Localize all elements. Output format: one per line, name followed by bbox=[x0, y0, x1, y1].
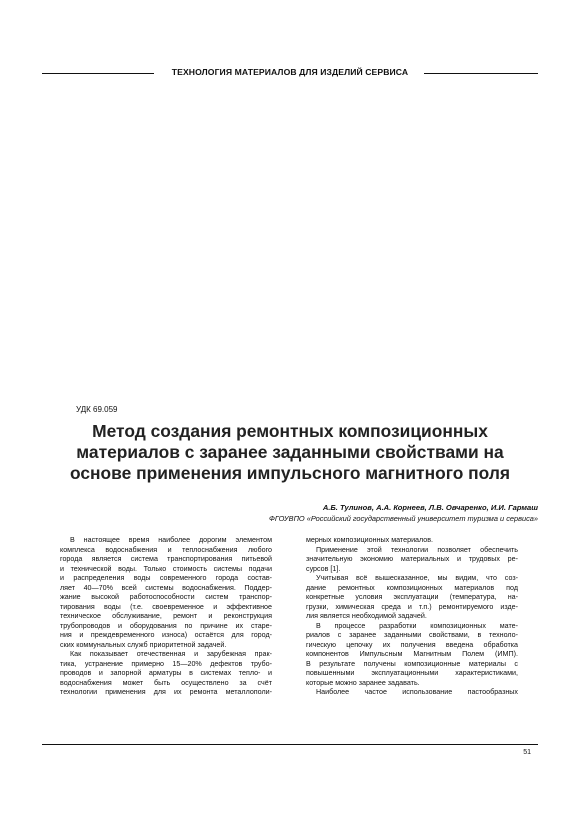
body-column-right bbox=[306, 536, 518, 698]
text-line: технологии применения для их ремонта металлополи- bbox=[60, 688, 272, 696]
text-line: и технической воды. Только стоимость системы подачи bbox=[60, 564, 272, 573]
udk-code: УДК 69.059 bbox=[76, 405, 118, 414]
text-line: тирования воды (т.е. своевременное и эффективное bbox=[60, 602, 272, 611]
text-line: водоснабжения может быть осуществлено за счёт bbox=[60, 678, 272, 687]
text-line: ских коммунальных служб приоритетной задачей. bbox=[60, 640, 227, 649]
text-line: жание высокой работоспособности систем транспор- bbox=[60, 593, 272, 601]
text-line: В настоящее время наиболее дорогим элементом bbox=[70, 536, 272, 544]
text-line: мерных композиционных материалов. bbox=[306, 536, 434, 544]
authors: А.Б. Тулинов, А.А. Корнеев, Л.В. Овчаренко, И.И. Гармаш bbox=[322, 503, 538, 512]
text-line: конкретные условия эксплуатации (температура, на- bbox=[306, 593, 518, 601]
text-line: Учитывая всё вышесказанное, мы видим, что соз- bbox=[316, 574, 518, 582]
article-title bbox=[40, 421, 540, 484]
text-line: риалов с заранее заданными свойствами, в техноло- bbox=[306, 631, 518, 639]
text-line: Наиболее частое использование пастообразных bbox=[316, 688, 518, 696]
text-line: компонентов Импульсным Магнитным Полем (ИМП). bbox=[306, 650, 518, 658]
text-line: ляет 40—70% всей системы водоснабжения. Поддер- bbox=[60, 583, 272, 592]
text-line: и распределения воды современного города состав- bbox=[60, 574, 272, 582]
text-line: дание ремонтных композиционных материалов под bbox=[306, 583, 518, 592]
page-number: 51 bbox=[523, 749, 531, 756]
title-line: материалов с заранее заданными свойствами на bbox=[76, 442, 504, 462]
text-line: тика, устранение примерно 15—20% дефектов трубо- bbox=[60, 659, 272, 668]
body-column-left bbox=[60, 536, 272, 698]
text-line: значительную экономию материальных и трудовых ре- bbox=[306, 555, 518, 563]
footer-rule bbox=[42, 744, 538, 745]
text-line: проводов и запорной арматуры в системах тепло- и bbox=[60, 669, 272, 677]
text-line: которые можно заранее задавать. bbox=[306, 678, 420, 687]
text-line: техническое обслуживание, ремонт и реконструкция bbox=[60, 612, 272, 620]
text-line: сурсов [1]. bbox=[306, 564, 341, 573]
title-line: основе применения импульсного магнитного поля bbox=[69, 463, 511, 483]
section-header: ТЕХНОЛОГИЯ МАТЕРИАЛОВ ДЛЯ ИЗДЕЛИЙ СЕРВИСА bbox=[171, 67, 409, 77]
text-line: Применение этой технологии позволяет обеспечить bbox=[316, 545, 518, 554]
text-line: Как показывает отечественная и зарубежная прак- bbox=[70, 650, 272, 658]
text-line: повышенными эксплуатационными характеристиками, bbox=[306, 669, 518, 677]
text-line: гическую цепочку их получения введена обработка bbox=[306, 640, 518, 649]
text-line: В результате получены композиционные материалы с bbox=[306, 659, 518, 668]
header-rule-right bbox=[424, 73, 538, 74]
affiliation: ФГОУВПО «Российский государственный университет туризма и сервиса» bbox=[269, 514, 538, 523]
header-rule-left bbox=[42, 73, 154, 74]
text-line: трубопроводов и оборудования по причине их старе- bbox=[60, 621, 272, 630]
title-line: Метод создания ремонтных композиционных bbox=[92, 421, 488, 441]
text-line: ния и преждевременного износа) остаётся для город- bbox=[60, 631, 272, 639]
text-line: города является система транспортирования питьевой bbox=[60, 555, 272, 563]
text-line: В процессе разработки композиционных мате- bbox=[316, 621, 518, 630]
text-line: комплекса водоснабжения и теплоснабжения любого bbox=[60, 545, 272, 554]
text-line: лия является необходимой задачей. bbox=[306, 612, 427, 620]
text-line: грузки, химическая среда и т.п.) ремонтируемого изде- bbox=[306, 602, 518, 611]
